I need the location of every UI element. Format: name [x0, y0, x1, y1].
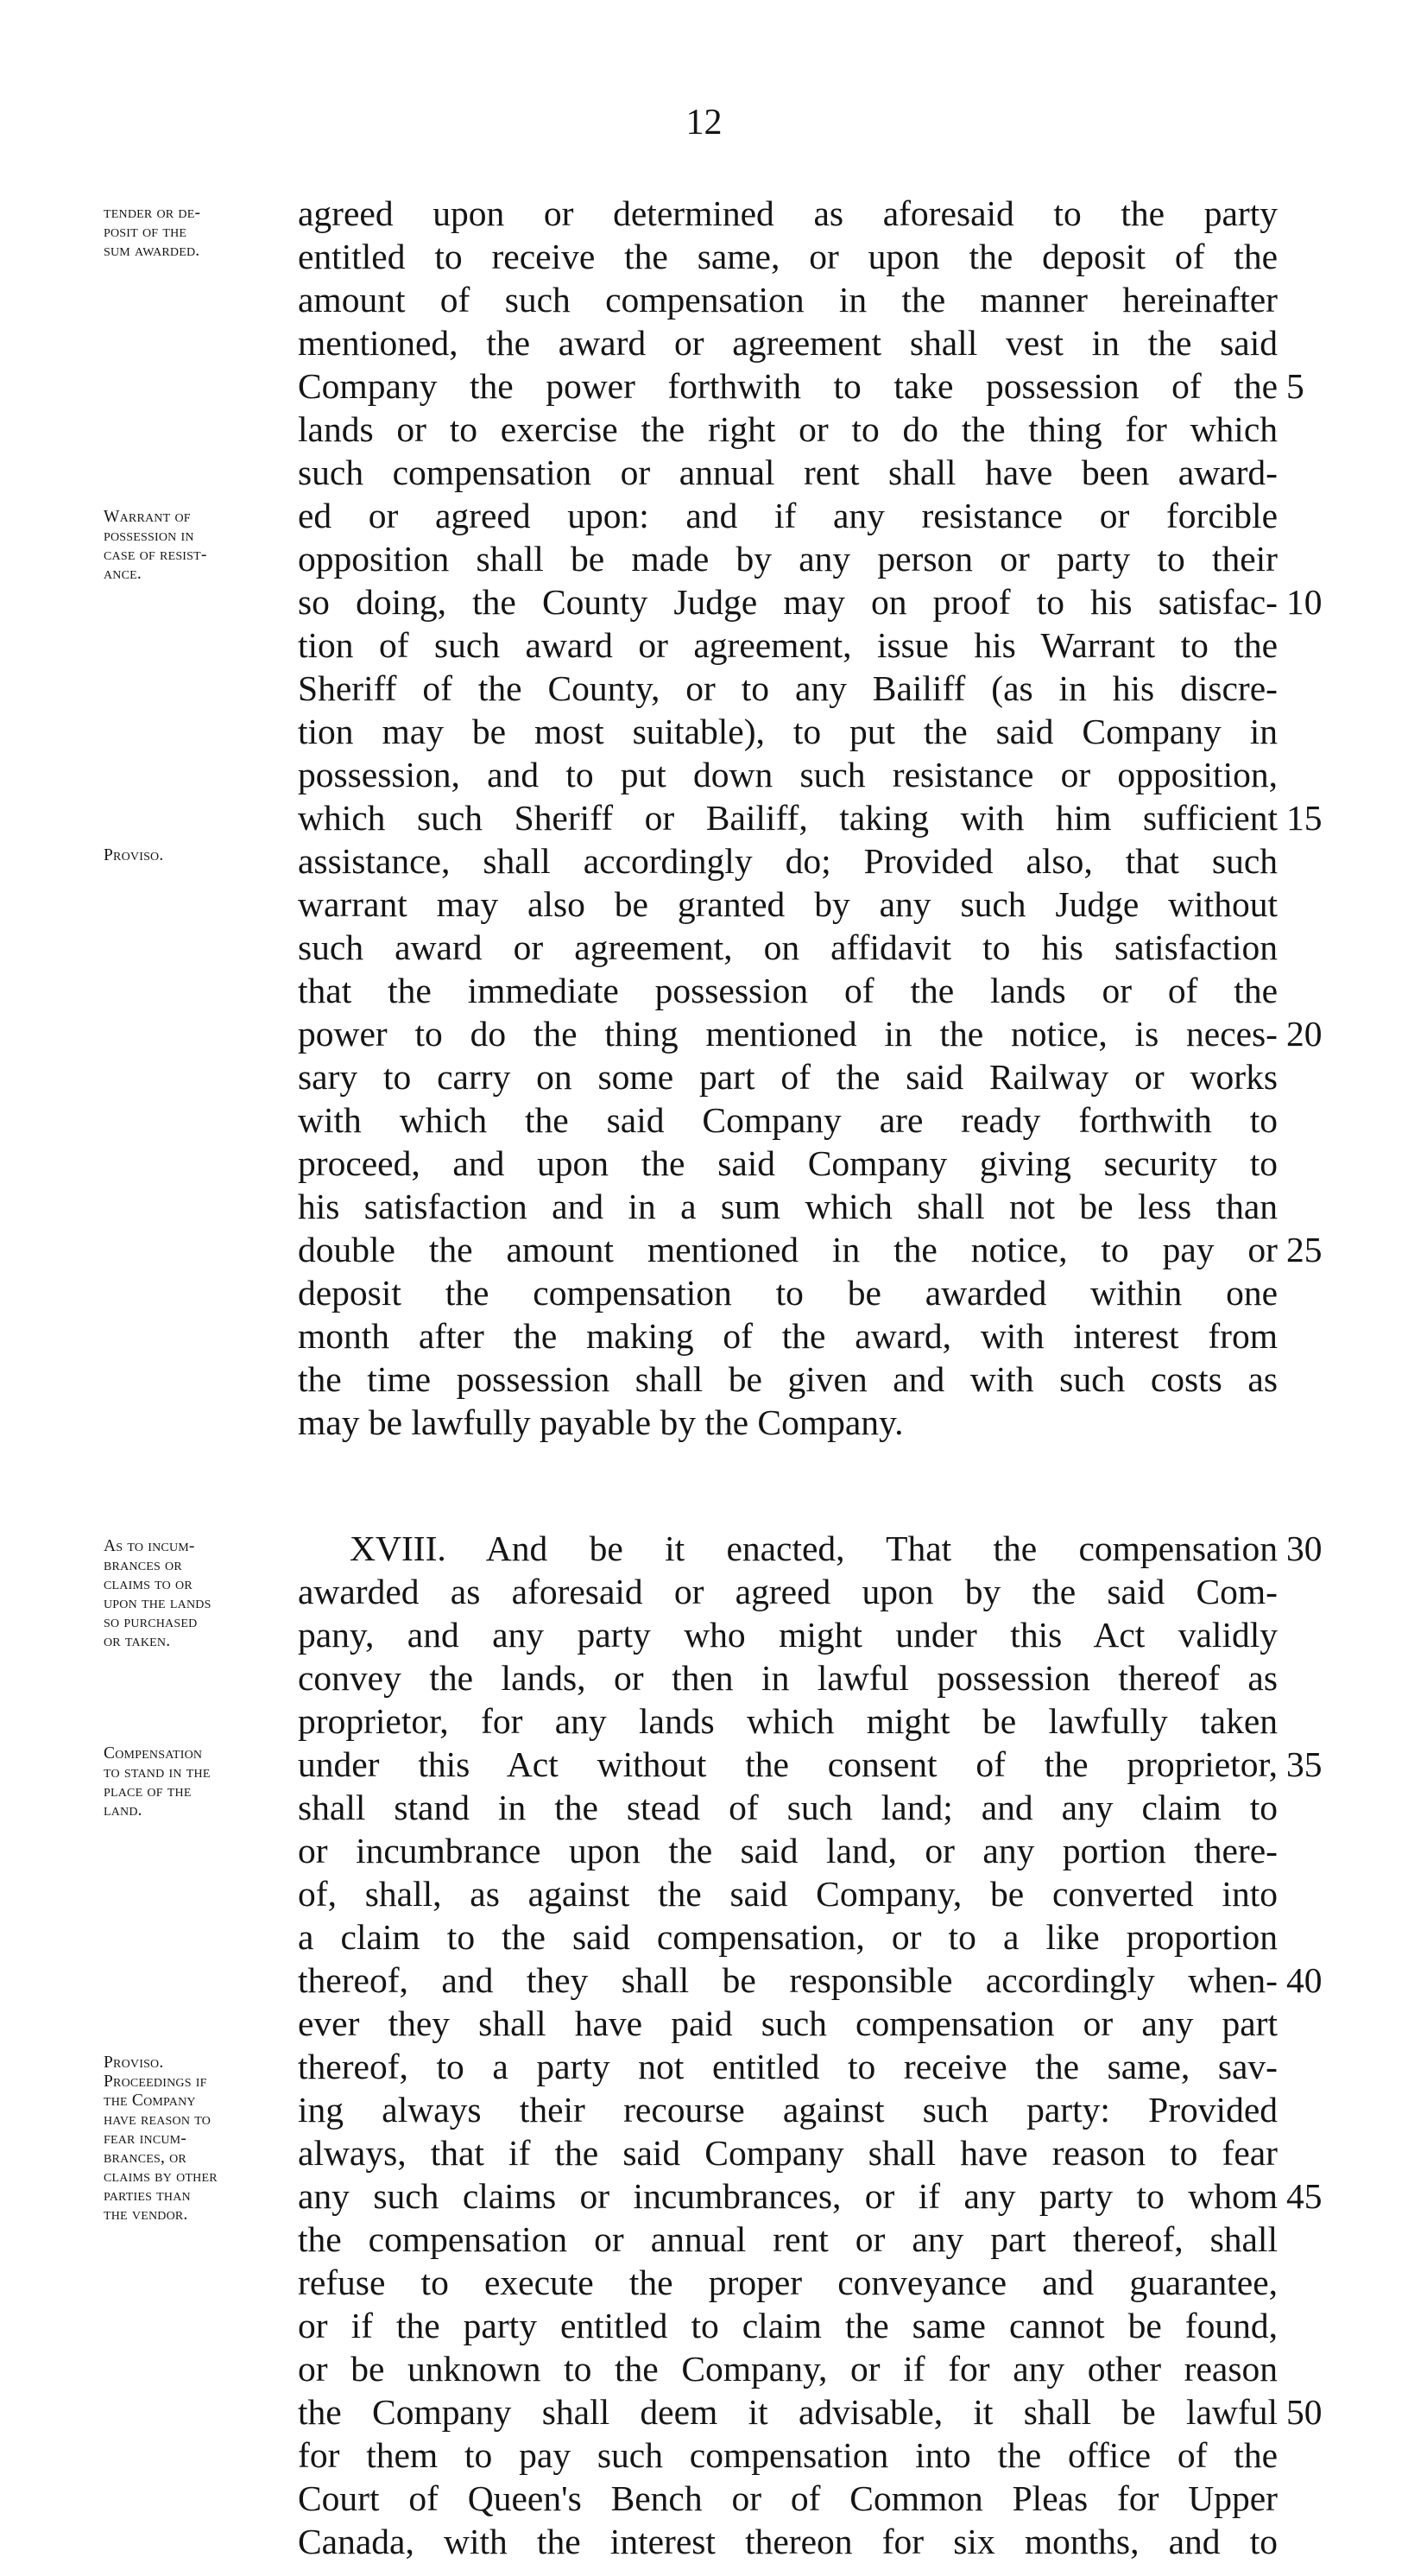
- margin-note-line: claims by other: [104, 2168, 218, 2186]
- text-line: opposition shall be made by any person or party to their: [298, 539, 1278, 579]
- margin-note: [104, 508, 295, 584]
- line-number: 35: [1286, 1744, 1323, 1784]
- line-number: 15: [1286, 798, 1323, 838]
- text-line: sary to carry on some part of the said Railway or works: [298, 1057, 1278, 1097]
- text-line: of, shall, as against the said Company, be converted into: [298, 1874, 1278, 1914]
- text-line: a claim to the said compensation, or to a like proportion: [298, 1917, 1278, 1957]
- text-line: his satisfaction and in a sum which shall not be less than: [298, 1187, 1278, 1226]
- text-line: that the immediate possession of the lands or of the: [298, 971, 1278, 1010]
- text-line: Company the power forthwith to take possession of the: [298, 366, 1278, 406]
- text-line: proprietor, for any lands which might be lawfully taken: [298, 1701, 1278, 1741]
- text-line: so doing, the County Judge may on proof to his satisfac-: [298, 582, 1278, 622]
- margin-note-line: fear incum-: [104, 2130, 187, 2148]
- margin-note-line: As to incum-: [104, 1537, 195, 1555]
- line-number: 30: [1286, 1529, 1323, 1568]
- margin-note-line: so purchased: [104, 1613, 198, 1631]
- margin-note: [104, 204, 295, 261]
- text-line: Canada, with the interest thereon for six months, and to: [298, 2522, 1278, 2561]
- margin-note-line: Compensation: [104, 1744, 203, 1763]
- line-number: 50: [1286, 2392, 1323, 2432]
- margin-note-line: tender or de-: [104, 204, 201, 222]
- text-line: tion may be most suitable), to put the said Company in: [298, 712, 1278, 751]
- margin-note: [104, 2054, 295, 2225]
- text-line: awarded as aforesaid or agreed upon by the said Com-: [298, 1572, 1278, 1611]
- margin-note-line: the Company: [104, 2092, 196, 2110]
- line-number: 40: [1286, 1960, 1323, 2000]
- text-line: thereof, to a party not entitled to receive the same, sav-: [298, 2047, 1278, 2086]
- margin-note-line: parties than: [104, 2187, 191, 2205]
- line-number: 10: [1286, 582, 1323, 622]
- text-line: proceed, and upon the said Company giving security to: [298, 1143, 1278, 1183]
- text-line: convey the lands, or then in lawful possession thereof as: [298, 1658, 1278, 1698]
- text-line: XVIII. And be it enacted, That the compensation: [350, 1529, 1278, 1568]
- text-line: such award or agreement, on affidavit to his satisfaction: [298, 927, 1278, 967]
- text-line: Sheriff of the County, or to any Bailiff (as in his discre-: [298, 668, 1278, 708]
- text-line: double the amount mentioned in the notice, to pay or: [298, 1230, 1278, 1269]
- margin-note-line: land.: [104, 1801, 142, 1820]
- margin-note: [104, 1744, 295, 1820]
- margin-note-line: Proceedings if: [104, 2073, 207, 2091]
- line-number: 25: [1286, 1230, 1323, 1269]
- margin-note-line: the vendor.: [104, 2206, 188, 2224]
- text-line: month after the making of the award, with interest from: [298, 1316, 1278, 1356]
- margin-note-line: case of resist-: [104, 546, 207, 564]
- text-line: tion of such award or agreement, issue his Warrant to the: [298, 625, 1278, 665]
- text-line: thereof, and they shall be responsible accordingly when-: [298, 1960, 1278, 2000]
- text-line: which such Sheriff or Bailiff, taking with him sufficient: [298, 798, 1278, 838]
- margin-note-line: or taken.: [104, 1632, 171, 1650]
- margin-note-line: place of the: [104, 1782, 192, 1801]
- text-line: possession, and to put down such resistance or opposition,: [298, 755, 1278, 794]
- text-line: Court of Queen's Bench or of Common Pleas for Upper: [298, 2478, 1278, 2518]
- text-line: agreed upon or determined as aforesaid to the party: [298, 193, 1278, 233]
- text-line: amount of such compensation in the manner hereinafter: [298, 280, 1278, 320]
- text-line: such compensation or annual rent shall have been award-: [298, 453, 1278, 492]
- text-line: or if the party entitled to claim the same cannot be found,: [298, 2306, 1278, 2345]
- margin-note-line: brances or: [104, 1556, 182, 1574]
- text-line: ever they shall have paid such compensation or any part: [298, 2003, 1278, 2043]
- margin-note: [104, 846, 295, 865]
- text-line: lands or to exercise the right or to do the thing for which: [298, 409, 1278, 449]
- line-number: 20: [1286, 1014, 1323, 1054]
- page-number: 12: [685, 103, 723, 142]
- margin-note-line: Proviso.: [104, 846, 164, 864]
- text-line: mentioned, the award or agreement shall vest in the said: [298, 323, 1278, 363]
- text-line: or be unknown to the Company, or if for any other reason: [298, 2349, 1278, 2389]
- text-line: with which the said Company are ready forthwith to: [298, 1100, 1278, 1140]
- margin-note-line: posit of the: [104, 223, 187, 241]
- margin-note-line: possession in: [104, 527, 194, 545]
- line-number: 45: [1286, 2176, 1323, 2216]
- text-line: the Company shall deem it advisable, it shall be lawful: [298, 2392, 1278, 2432]
- text-line: pany, and any party who might under this Act validly: [298, 1615, 1278, 1655]
- line-number: 5: [1286, 366, 1304, 406]
- margin-note-line: brances, or: [104, 2149, 186, 2167]
- text-line: always, that if the said Company shall have reason to fear: [298, 2133, 1278, 2173]
- text-line: power to do the thing mentioned in the notice, is neces-: [298, 1014, 1278, 1054]
- text-line: deposit the compensation to be awarded within one: [298, 1273, 1278, 1313]
- text-line: the time possession shall be given and with such costs as: [298, 1359, 1278, 1399]
- margin-note-line: claims to or: [104, 1575, 193, 1593]
- text-line: entitled to receive the same, or upon the deposit of the: [298, 237, 1278, 276]
- text-line: for them to pay such compensation into the office of the: [298, 2435, 1278, 2475]
- margin-note-line: Proviso.: [104, 2054, 164, 2072]
- text-line: refuse to execute the proper conveyance and guarantee,: [298, 2263, 1278, 2302]
- text-line: the compensation or annual rent or any part thereof, shall: [298, 2219, 1278, 2259]
- margin-note: [104, 1537, 295, 1651]
- text-line: may be lawfully payable by the Company.: [298, 1402, 904, 1442]
- margin-note-line: ance.: [104, 565, 142, 583]
- text-line: assistance, shall accordingly do; Provided also, that such: [298, 841, 1278, 881]
- margin-note-line: Warrant of: [104, 508, 191, 526]
- text-line: under this Act without the consent of the proprietor,: [298, 1744, 1278, 1784]
- text-line: shall stand in the stead of such land; and any claim to: [298, 1788, 1278, 1827]
- margin-note-line: have reason to: [104, 2111, 212, 2129]
- margin-note-line: upon the lands: [104, 1594, 212, 1612]
- text-line: or incumbrance upon the said land, or any portion there-: [298, 1831, 1278, 1870]
- text-line: ed or agreed upon: and if any resistance or forcible: [298, 496, 1278, 535]
- text-line: any such claims or incumbrances, or if any party to whom: [298, 2176, 1278, 2216]
- margin-note-line: sum awarded.: [104, 242, 200, 260]
- text-line: warrant may also be granted by any such Judge without: [298, 884, 1278, 924]
- text-line: ing always their recourse against such party: Provided: [298, 2090, 1278, 2130]
- margin-note-line: to stand in the: [104, 1763, 211, 1782]
